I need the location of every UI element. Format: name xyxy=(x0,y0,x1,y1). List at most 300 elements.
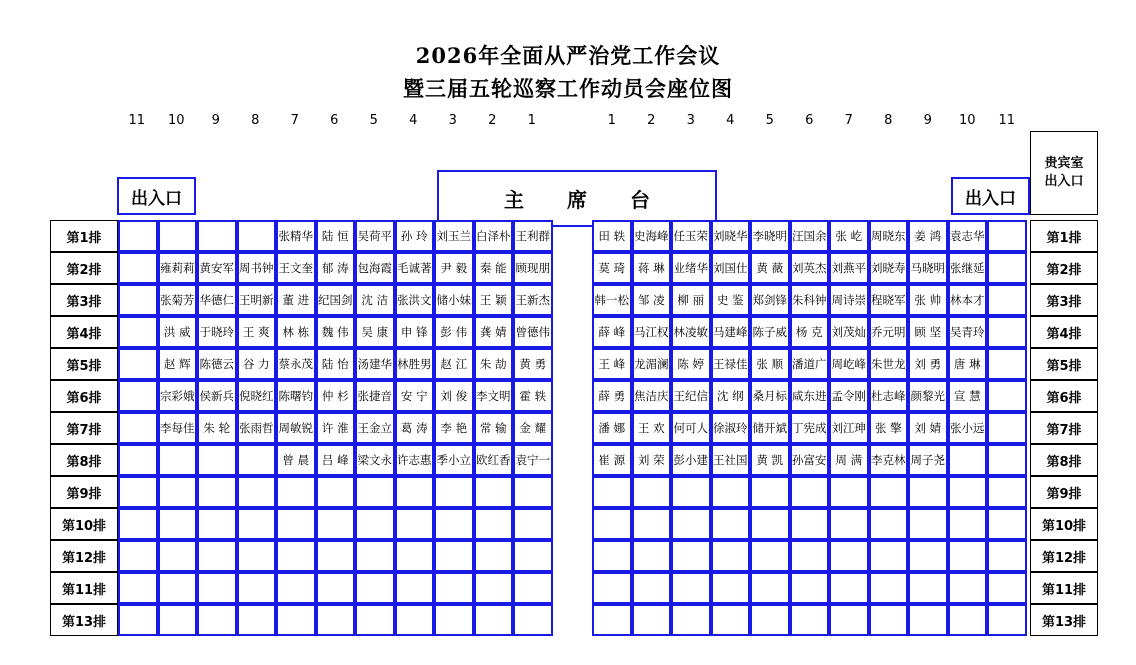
seat-cell: 赵 辉 xyxy=(158,348,198,380)
row-label-left: 第7排 xyxy=(50,412,118,444)
seat-cell-empty xyxy=(829,604,869,636)
seat-cell-empty xyxy=(513,508,553,540)
seat-cell: 谷 力 xyxy=(237,348,277,380)
seat-cell: 潘道广 xyxy=(790,348,830,380)
seat-cell-empty xyxy=(118,284,158,316)
seat-cell: 朱科钟 xyxy=(790,284,830,316)
seat-cell: 莫 琦 xyxy=(592,252,632,284)
seat-cell-empty xyxy=(869,476,909,508)
row-label-left: 第4排 xyxy=(50,316,118,348)
column-number: 5 xyxy=(765,113,774,128)
seat-cell-empty xyxy=(513,540,553,572)
seat-cell: 王金立 xyxy=(355,412,395,444)
column-number: 5 xyxy=(369,113,378,128)
seat-cell-empty xyxy=(948,604,988,636)
seat-cell: 仲 杉 xyxy=(316,380,356,412)
column-ruler-left xyxy=(117,113,552,131)
seat-cell-empty xyxy=(750,604,790,636)
column-number: 7 xyxy=(290,113,299,128)
seat-cell-empty xyxy=(158,508,198,540)
seat-cell: 张 屹 xyxy=(829,220,869,252)
seat-cell-empty xyxy=(355,508,395,540)
seat-cell: 杨 克 xyxy=(790,316,830,348)
row-label-left: 第12排 xyxy=(50,540,118,572)
column-number: 11 xyxy=(128,113,146,128)
seat-cell: 彭 伟 xyxy=(434,316,474,348)
seat-cell: 宗彩娥 xyxy=(158,380,198,412)
row-label-right: 第6排 xyxy=(1030,380,1098,412)
seat-cell: 马建峰 xyxy=(711,316,751,348)
seat-cell-empty xyxy=(671,604,711,636)
seat-cell-empty xyxy=(513,604,553,636)
seat-cell-empty xyxy=(118,316,158,348)
seat-cell: 于晓玲 xyxy=(197,316,237,348)
seat-cell: 曾 晨 xyxy=(276,444,316,476)
seat-cell-empty xyxy=(197,220,237,252)
seat-cell-empty xyxy=(592,604,632,636)
seat-cell-empty xyxy=(790,508,830,540)
seat-cell: 王社国 xyxy=(711,444,751,476)
seat-cell-empty xyxy=(592,540,632,572)
row-label-right: 第8排 xyxy=(1030,444,1098,476)
seat-cell: 周敏锐 xyxy=(276,412,316,444)
seat-cell: 马江权 xyxy=(632,316,672,348)
seat-cell: 吕 峰 xyxy=(316,444,356,476)
seat-cell: 尹 毅 xyxy=(434,252,474,284)
seat-cell: 张捷音 xyxy=(355,380,395,412)
seat-cell-empty xyxy=(750,508,790,540)
row-label-left: 第6排 xyxy=(50,380,118,412)
seat-cell-empty xyxy=(671,476,711,508)
seat-cell: 朱 轮 xyxy=(197,412,237,444)
seat-cell: 刘英杰 xyxy=(790,252,830,284)
seat-cell-empty xyxy=(316,476,356,508)
row-label-left: 第3排 xyxy=(50,284,118,316)
seat-cell-empty xyxy=(434,476,474,508)
seat-cell: 刘玉兰 xyxy=(434,220,474,252)
seat-cell-empty xyxy=(237,508,277,540)
seat-cell: 王文奎 xyxy=(276,252,316,284)
seat-cell: 林本才 xyxy=(948,284,988,316)
seat-cell-empty xyxy=(158,220,198,252)
seat-cell-empty xyxy=(276,540,316,572)
seat-cell: 倪晓红 xyxy=(237,380,277,412)
seat-cell: 王纪信 xyxy=(671,380,711,412)
row-label-right: 第5排 xyxy=(1030,348,1098,380)
seat-cell-empty xyxy=(118,220,158,252)
seat-cell-empty xyxy=(750,572,790,604)
seat-cell: 丁宪成 xyxy=(790,412,830,444)
seat-cell: 黄安军 xyxy=(197,252,237,284)
seat-cell-empty xyxy=(829,572,869,604)
seat-cell: 程晓军 xyxy=(869,284,909,316)
row-label-right: 第10排 xyxy=(1030,508,1098,540)
column-number: 4 xyxy=(726,113,735,128)
seat-cell: 陆 怡 xyxy=(316,348,356,380)
column-number: 7 xyxy=(844,113,853,128)
seat-cell-empty xyxy=(790,572,830,604)
seat-cell: 彭小建 xyxy=(671,444,711,476)
seat-cell: 陈曙钧 xyxy=(276,380,316,412)
seat-cell: 薛 峰 xyxy=(592,316,632,348)
column-number: 11 xyxy=(998,113,1016,128)
seat-cell-empty xyxy=(474,508,514,540)
seat-cell: 周书钟 xyxy=(237,252,277,284)
seat-cell: 李文明 xyxy=(474,380,514,412)
seat-cell: 季小立 xyxy=(434,444,474,476)
seat-cell: 史 鉴 xyxy=(711,284,751,316)
column-number: 6 xyxy=(330,113,339,128)
seat-cell-empty xyxy=(434,604,474,636)
seat-cell-empty xyxy=(395,540,435,572)
seat-cell-empty xyxy=(197,508,237,540)
seat-cell: 孙富安 xyxy=(790,444,830,476)
seat-cell-empty xyxy=(987,604,1027,636)
seat-cell-empty xyxy=(632,508,672,540)
seat-cell: 魏 伟 xyxy=(316,316,356,348)
seat-cell-empty xyxy=(987,572,1027,604)
seat-cell: 王禄佳 xyxy=(711,348,751,380)
seat-cell-empty xyxy=(118,444,158,476)
seat-cell-empty xyxy=(869,540,909,572)
seat-cell: 欧红香 xyxy=(474,444,514,476)
seat-cell: 汤建华 xyxy=(355,348,395,380)
column-number: 2 xyxy=(647,113,656,128)
seat-cell-empty xyxy=(908,604,948,636)
seat-cell-empty xyxy=(474,540,514,572)
seat-cell: 颜黎光 xyxy=(908,380,948,412)
seat-cell-empty xyxy=(632,604,672,636)
seat-cell-empty xyxy=(474,572,514,604)
seat-cell-empty xyxy=(948,540,988,572)
seat-cell-empty xyxy=(711,604,751,636)
seat-cell-empty xyxy=(592,476,632,508)
vip-room-label-2: 出入口 xyxy=(1044,174,1084,189)
seat-cell: 顾 坚 xyxy=(908,316,948,348)
seat-cell-empty xyxy=(197,572,237,604)
seat-cell-empty xyxy=(987,220,1027,252)
seat-cell-empty xyxy=(829,540,869,572)
seat-cell: 李晓明 xyxy=(750,220,790,252)
seat-cell: 任玉荣 xyxy=(671,220,711,252)
seat-cell: 张菊芳 xyxy=(158,284,198,316)
seat-cell: 洪 威 xyxy=(158,316,198,348)
seat-cell: 黄 勇 xyxy=(513,348,553,380)
seat-cell: 周屹峰 xyxy=(829,348,869,380)
seat-cell: 刘国仕 xyxy=(711,252,751,284)
seat-cell-empty xyxy=(908,572,948,604)
seat-cell: 张洪文 xyxy=(395,284,435,316)
seat-cell: 雍莉莉 xyxy=(158,252,198,284)
seat-cell-empty xyxy=(197,444,237,476)
seat-cell-empty xyxy=(395,572,435,604)
page-title-line1: 2026年全面从严治党工作会议 xyxy=(415,43,721,68)
seat-cell: 刘燕平 xyxy=(829,252,869,284)
seat-cell-empty xyxy=(948,444,988,476)
seat-cell: 张继延 xyxy=(948,252,988,284)
seat-cell: 霍 轶 xyxy=(513,380,553,412)
seat-cell-empty xyxy=(592,508,632,540)
seat-cell: 咸东进 xyxy=(790,380,830,412)
seat-cell-empty xyxy=(355,476,395,508)
seat-cell-empty xyxy=(276,476,316,508)
seat-cell: 白泽朴 xyxy=(474,220,514,252)
seat-cell: 张雨哲 xyxy=(237,412,277,444)
row-label-left: 第5排 xyxy=(50,348,118,380)
seat-cell: 储小妹 xyxy=(434,284,474,316)
seat-cell: 宣 慧 xyxy=(948,380,988,412)
page-title-line2: 暨三届五轮巡察工作动员会座位图 xyxy=(403,76,733,101)
row-label-left: 第2排 xyxy=(50,252,118,284)
seat-cell: 王 欢 xyxy=(632,412,672,444)
seat-cell-empty xyxy=(987,380,1027,412)
seat-cell-empty xyxy=(671,540,711,572)
seat-cell: 乔元明 xyxy=(869,316,909,348)
row-label-right: 第7排 xyxy=(1030,412,1098,444)
seat-cell: 储开斌 xyxy=(750,412,790,444)
seat-cell-empty xyxy=(829,476,869,508)
column-number: 10 xyxy=(958,113,976,128)
seat-cell-empty xyxy=(671,572,711,604)
seat-cell: 秦 能 xyxy=(474,252,514,284)
seat-cell-empty xyxy=(987,348,1027,380)
seat-cell-empty xyxy=(237,476,277,508)
seat-cell: 杜志峰 xyxy=(869,380,909,412)
seat-cell-empty xyxy=(750,476,790,508)
seat-cell-empty xyxy=(790,604,830,636)
entrance-left: 出入口 xyxy=(117,177,196,215)
seat-cell: 王 峰 xyxy=(592,348,632,380)
seat-cell: 王利群 xyxy=(513,220,553,252)
seat-cell: 张 擎 xyxy=(869,412,909,444)
column-number: 9 xyxy=(923,113,932,128)
row-label-right: 第11排 xyxy=(1030,572,1098,604)
seat-cell: 李克林 xyxy=(869,444,909,476)
seat-cell-empty xyxy=(395,604,435,636)
seat-cell: 毛诚著 xyxy=(395,252,435,284)
seat-cell-empty xyxy=(158,444,198,476)
seat-cell: 桑月标 xyxy=(750,380,790,412)
seat-cell-empty xyxy=(513,572,553,604)
seat-cell: 唐 琳 xyxy=(948,348,988,380)
seat-cell: 林 栋 xyxy=(276,316,316,348)
seat-cell: 纪国剑 xyxy=(316,284,356,316)
seat-cell: 周诗崇 xyxy=(829,284,869,316)
seat-cell: 王 爽 xyxy=(237,316,277,348)
seat-cell-empty xyxy=(434,572,474,604)
seat-cell-empty xyxy=(632,476,672,508)
seat-cell-empty xyxy=(711,476,751,508)
seat-cell-empty xyxy=(237,604,277,636)
seat-cell-empty xyxy=(632,572,672,604)
seat-cell: 田 轶 xyxy=(592,220,632,252)
seat-cell: 黄 凯 xyxy=(750,444,790,476)
seat-cell-empty xyxy=(237,572,277,604)
seat-cell-empty xyxy=(869,572,909,604)
seat-cell: 张 帅 xyxy=(908,284,948,316)
seat-cell: 许志惠 xyxy=(395,444,435,476)
seat-cell: 徐淑玲 xyxy=(711,412,751,444)
seat-cell-empty xyxy=(987,284,1027,316)
seat-cell: 陈德云 xyxy=(197,348,237,380)
seat-cell-empty xyxy=(395,476,435,508)
seat-cell: 刘 俊 xyxy=(434,380,474,412)
seat-cell-empty xyxy=(316,540,356,572)
seat-cell: 金 耀 xyxy=(513,412,553,444)
seat-cell: 朱世龙 xyxy=(869,348,909,380)
seat-cell: 潘 娜 xyxy=(592,412,632,444)
seat-cell: 陈 婷 xyxy=(671,348,711,380)
seat-cell-empty xyxy=(158,604,198,636)
seat-cell-empty xyxy=(671,508,711,540)
seat-cell: 沈 纲 xyxy=(711,380,751,412)
seat-cell: 史海峰 xyxy=(632,220,672,252)
seat-cell: 包海霞 xyxy=(355,252,395,284)
seat-cell-empty xyxy=(158,540,198,572)
seat-cell-empty xyxy=(395,508,435,540)
seat-cell: 吴荷平 xyxy=(355,220,395,252)
seat-cell: 蔡永茂 xyxy=(276,348,316,380)
row-label-left: 第11排 xyxy=(50,572,118,604)
seat-cell: 吴青玲 xyxy=(948,316,988,348)
row-label-left: 第13排 xyxy=(50,604,118,636)
seat-cell: 梁文永 xyxy=(355,444,395,476)
seat-cell-empty xyxy=(987,540,1027,572)
seat-cell: 赵 江 xyxy=(434,348,474,380)
seat-cell-empty xyxy=(632,540,672,572)
seat-cell: 业绪华 xyxy=(671,252,711,284)
seat-cell: 安 宁 xyxy=(395,380,435,412)
row-label-right: 第1排 xyxy=(1030,220,1098,252)
seat-cell: 陆 恒 xyxy=(316,220,356,252)
seat-cell-empty xyxy=(829,508,869,540)
row-label-right: 第3排 xyxy=(1030,284,1098,316)
seat-cell-empty xyxy=(276,572,316,604)
seat-cell-empty xyxy=(987,508,1027,540)
vip-room xyxy=(1030,131,1098,215)
seat-cell-empty xyxy=(948,572,988,604)
row-label-left: 第8排 xyxy=(50,444,118,476)
seat-cell-empty xyxy=(474,604,514,636)
seat-cell: 龙湄澜 xyxy=(632,348,672,380)
seat-cell-empty xyxy=(118,252,158,284)
seat-cell: 刘 婧 xyxy=(908,412,948,444)
seat-cell-empty xyxy=(987,476,1027,508)
seat-cell-empty xyxy=(908,508,948,540)
seat-cell: 刘茂灿 xyxy=(829,316,869,348)
seat-cell-empty xyxy=(434,540,474,572)
seat-cell-empty xyxy=(869,508,909,540)
seat-cell: 张精华 xyxy=(276,220,316,252)
seat-cell: 崔 源 xyxy=(592,444,632,476)
column-ruler-right xyxy=(592,113,1027,131)
seat-cell: 曾德伟 xyxy=(513,316,553,348)
seat-cell: 朱 劼 xyxy=(474,348,514,380)
seat-cell: 张小远 xyxy=(948,412,988,444)
seat-cell-empty xyxy=(948,508,988,540)
seat-cell-empty xyxy=(987,252,1027,284)
seat-cell-empty xyxy=(948,476,988,508)
seat-cell-empty xyxy=(316,572,356,604)
seat-cell: 薛 勇 xyxy=(592,380,632,412)
seat-cell-empty xyxy=(237,220,277,252)
seat-cell-empty xyxy=(118,380,158,412)
row-label-right: 第4排 xyxy=(1030,316,1098,348)
seat-cell-empty xyxy=(592,572,632,604)
seat-cell-empty xyxy=(355,572,395,604)
seat-cell: 周子尧 xyxy=(908,444,948,476)
seat-cell-empty xyxy=(197,604,237,636)
seat-cell: 李 艳 xyxy=(434,412,474,444)
column-number: 9 xyxy=(211,113,220,128)
seat-cell: 黄 薇 xyxy=(750,252,790,284)
seat-cell: 林凌敏 xyxy=(671,316,711,348)
seat-cell-empty xyxy=(987,412,1027,444)
seat-cell: 郑剑锋 xyxy=(750,284,790,316)
seat-cell-empty xyxy=(987,316,1027,348)
seat-cell: 李每佳 xyxy=(158,412,198,444)
column-number: 3 xyxy=(686,113,695,128)
seat-cell: 袁宁一 xyxy=(513,444,553,476)
seat-cell-empty xyxy=(908,540,948,572)
seat-cell-empty xyxy=(118,572,158,604)
seat-cell: 刘 荣 xyxy=(632,444,672,476)
row-label-left: 第1排 xyxy=(50,220,118,252)
column-number: 3 xyxy=(448,113,457,128)
seat-cell: 周晓东 xyxy=(869,220,909,252)
seat-cell: 张 顺 xyxy=(750,348,790,380)
seat-cell: 袁志华 xyxy=(948,220,988,252)
seat-cell-empty xyxy=(158,572,198,604)
row-label-right: 第9排 xyxy=(1030,476,1098,508)
seat-cell-empty xyxy=(908,476,948,508)
row-label-left: 第10排 xyxy=(50,508,118,540)
seat-cell: 陈子威 xyxy=(750,316,790,348)
seat-cell: 蒋 琳 xyxy=(632,252,672,284)
seat-cell-empty xyxy=(118,508,158,540)
seat-cell: 何可人 xyxy=(671,412,711,444)
vip-room-label-1: 贵宾室 xyxy=(1044,156,1084,172)
seat-cell: 郁 涛 xyxy=(316,252,356,284)
seat-cell: 沈 洁 xyxy=(355,284,395,316)
seat-cell: 许 淮 xyxy=(316,412,356,444)
seat-cell: 邹 凌 xyxy=(632,284,672,316)
seat-cell: 汪国余 xyxy=(790,220,830,252)
seat-cell: 常 输 xyxy=(474,412,514,444)
seat-cell: 韩一松 xyxy=(592,284,632,316)
seat-cell-empty xyxy=(711,508,751,540)
seat-cell-empty xyxy=(711,540,751,572)
row-label-right: 第13排 xyxy=(1030,604,1098,636)
row-label-right: 第12排 xyxy=(1030,540,1098,572)
seat-cell-empty xyxy=(987,444,1027,476)
column-number: 4 xyxy=(409,113,418,128)
seat-cell-empty xyxy=(237,444,277,476)
column-number: 1 xyxy=(607,113,616,128)
seat-cell-empty xyxy=(790,476,830,508)
seat-cell-empty xyxy=(197,476,237,508)
seat-cell: 孙 玲 xyxy=(395,220,435,252)
seat-cell-empty xyxy=(355,604,395,636)
seat-cell: 葛 涛 xyxy=(395,412,435,444)
row-label-left: 第9排 xyxy=(50,476,118,508)
column-number: 8 xyxy=(251,113,260,128)
seat-cell-empty xyxy=(513,476,553,508)
seat-cell-empty xyxy=(434,508,474,540)
seat-cell: 龚 婧 xyxy=(474,316,514,348)
seat-cell: 刘江珅 xyxy=(829,412,869,444)
seat-cell: 王新杰 xyxy=(513,284,553,316)
